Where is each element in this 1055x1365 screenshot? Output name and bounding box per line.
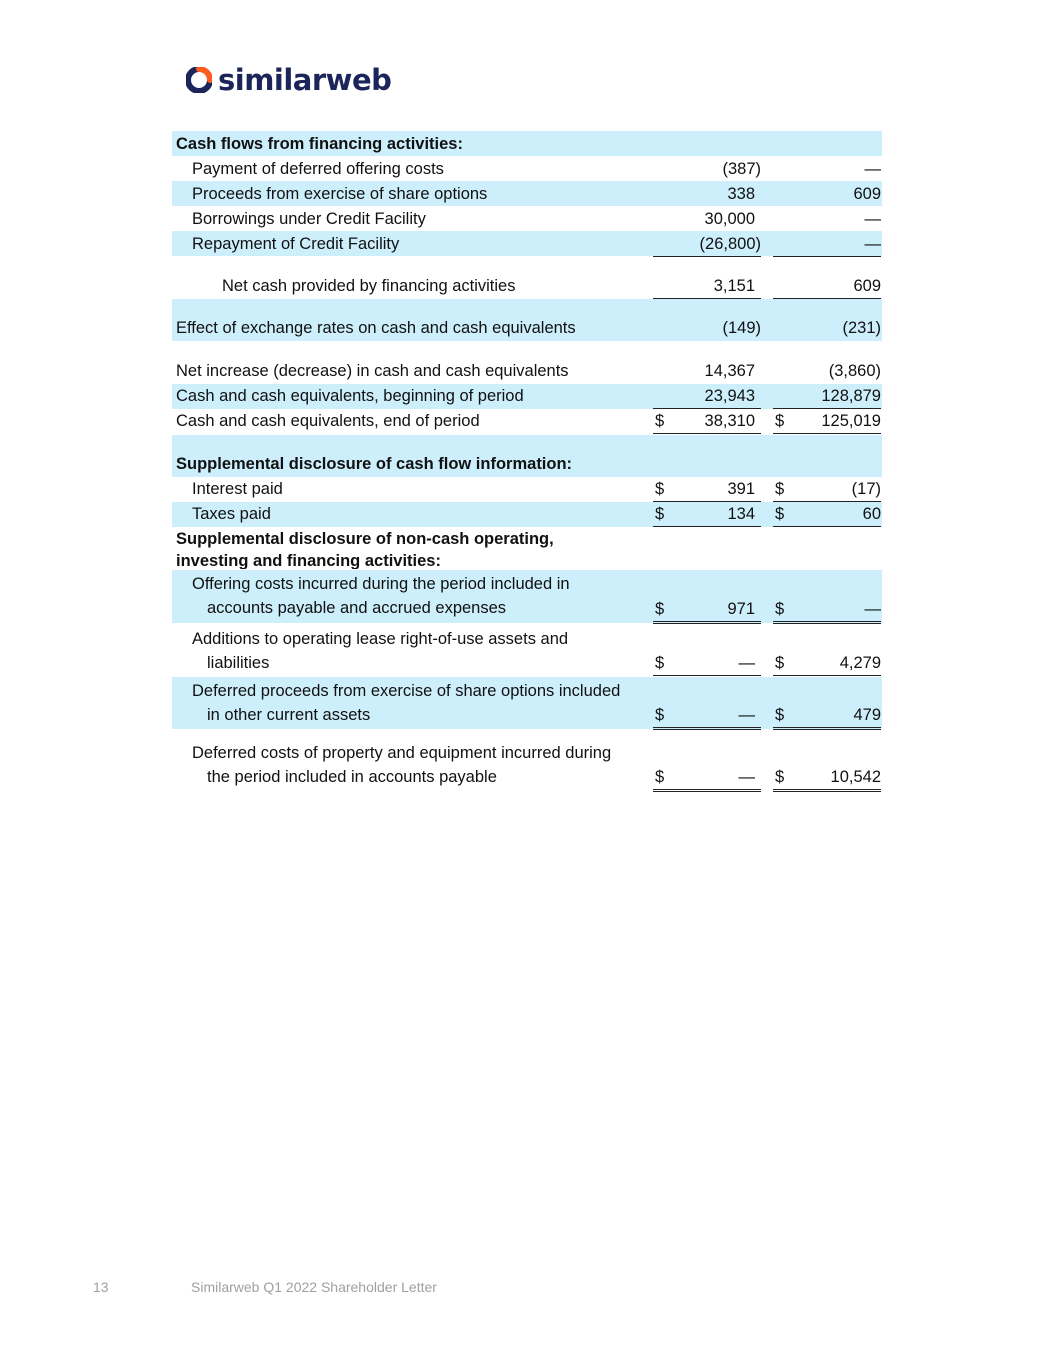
row-label: liabilities (207, 654, 270, 672)
currency-symbol: $ (775, 706, 785, 724)
currency-symbol: $ (775, 768, 785, 786)
value-current: 23,943 (704, 387, 755, 405)
row-label: Offering costs incurred during the period included in (192, 575, 570, 593)
value-current: 391 (727, 480, 755, 498)
value-current: — (738, 706, 755, 724)
value-prior: 10,542 (830, 768, 881, 786)
section-heading: Supplemental disclosure of cash flow information: (176, 455, 573, 473)
row-label: Interest paid (192, 480, 283, 498)
row-label: Effect of exchange rates on cash and cash equivalents (176, 319, 576, 337)
section-heading: investing and financing activities: (176, 552, 441, 569)
value-prior: — (864, 235, 881, 253)
table-row (172, 384, 882, 409)
value-prior: 125,019 (821, 412, 881, 430)
row-label: Proceeds from exercise of share options (192, 185, 488, 203)
currency-symbol: $ (655, 768, 665, 786)
similarweb-logo (186, 60, 391, 100)
table-row (172, 739, 882, 793)
section-heading: Cash flows from financing activities: (176, 135, 463, 153)
row-label: Taxes paid (192, 505, 271, 523)
value-current: — (738, 768, 755, 786)
value-current: 338 (727, 185, 755, 203)
value-prior: (17) (851, 480, 881, 498)
row-label: the period included in accounts payable (207, 768, 497, 786)
value-current: (387) (722, 160, 761, 178)
row-label: Deferred costs of property and equipment incurred during (192, 744, 612, 762)
table-row (172, 625, 882, 675)
row-label: Repayment of Credit Facility (192, 235, 400, 253)
table-row (172, 181, 882, 206)
section-heading: Supplemental disclosure of non-cash operating, (176, 530, 554, 548)
row-label: Net cash provided by financing activities (222, 277, 516, 295)
value-current: 971 (727, 600, 755, 618)
currency-symbol: $ (655, 505, 665, 523)
row-label: Cash and cash equivalents, beginning of period (176, 387, 524, 405)
value-prior: — (864, 210, 881, 228)
table-row (172, 206, 882, 231)
financing-header-row (172, 131, 882, 156)
table-row (172, 359, 882, 384)
row-label: Cash and cash equivalents, end of period (176, 412, 480, 430)
currency-symbol: $ (775, 480, 785, 498)
currency-symbol: $ (655, 480, 665, 498)
value-current: (26,800) (699, 235, 761, 253)
table-row (172, 274, 882, 299)
table-row (172, 299, 882, 341)
currency-symbol: $ (775, 412, 785, 430)
value-prior: 60 (862, 505, 881, 523)
similarweb-logo-icon (186, 67, 212, 93)
supplemental-header-row (172, 435, 882, 477)
row-label: Borrowings under Credit Facility (192, 210, 426, 228)
row-label: Net increase (decrease) in cash and cash equivalents (176, 362, 569, 380)
value-current: 3,151 (713, 277, 755, 295)
table-row (172, 677, 882, 729)
value-prior: 128,879 (821, 387, 881, 405)
value-current: 14,367 (704, 362, 755, 380)
currency-symbol: $ (655, 412, 665, 430)
value-prior: — (864, 160, 881, 178)
row-label: accounts payable and accrued expenses (207, 599, 507, 617)
page-number: 13 (93, 1279, 109, 1295)
table-row (172, 477, 882, 502)
currency-symbol: $ (775, 654, 785, 672)
footer-title: Similarweb Q1 2022 Shareholder Letter (191, 1279, 437, 1295)
row-label: Payment of deferred offering costs (192, 160, 444, 178)
value-current: (149) (722, 319, 761, 337)
row-label: Deferred proceeds from exercise of share options included (192, 682, 621, 700)
value-prior: (3,860) (828, 362, 881, 380)
value-prior: — (864, 600, 881, 618)
value-current: 134 (727, 505, 755, 523)
row-label: in other current assets (207, 706, 371, 724)
currency-symbol: $ (655, 654, 665, 672)
table-row (172, 570, 882, 623)
currency-symbol: $ (775, 505, 785, 523)
value-current: 30,000 (704, 210, 755, 228)
table-row (172, 231, 882, 256)
logo-wordmark: similarweb (218, 63, 392, 97)
currency-symbol: $ (655, 600, 665, 618)
value-prior: 609 (853, 185, 881, 203)
table-row (172, 502, 882, 527)
table-row (172, 409, 882, 434)
value-current: — (738, 654, 755, 672)
currency-symbol: $ (655, 706, 665, 724)
currency-symbol: $ (775, 600, 785, 618)
value-prior: 609 (853, 277, 881, 295)
noncash-header-row (172, 527, 882, 569)
table-row (172, 156, 882, 181)
row-label: Additions to operating lease right-of-use assets and (192, 630, 569, 648)
value-current: 38,310 (704, 412, 755, 430)
value-prior: 479 (853, 706, 881, 724)
value-prior: 4,279 (839, 654, 881, 672)
value-prior: (231) (842, 319, 881, 337)
